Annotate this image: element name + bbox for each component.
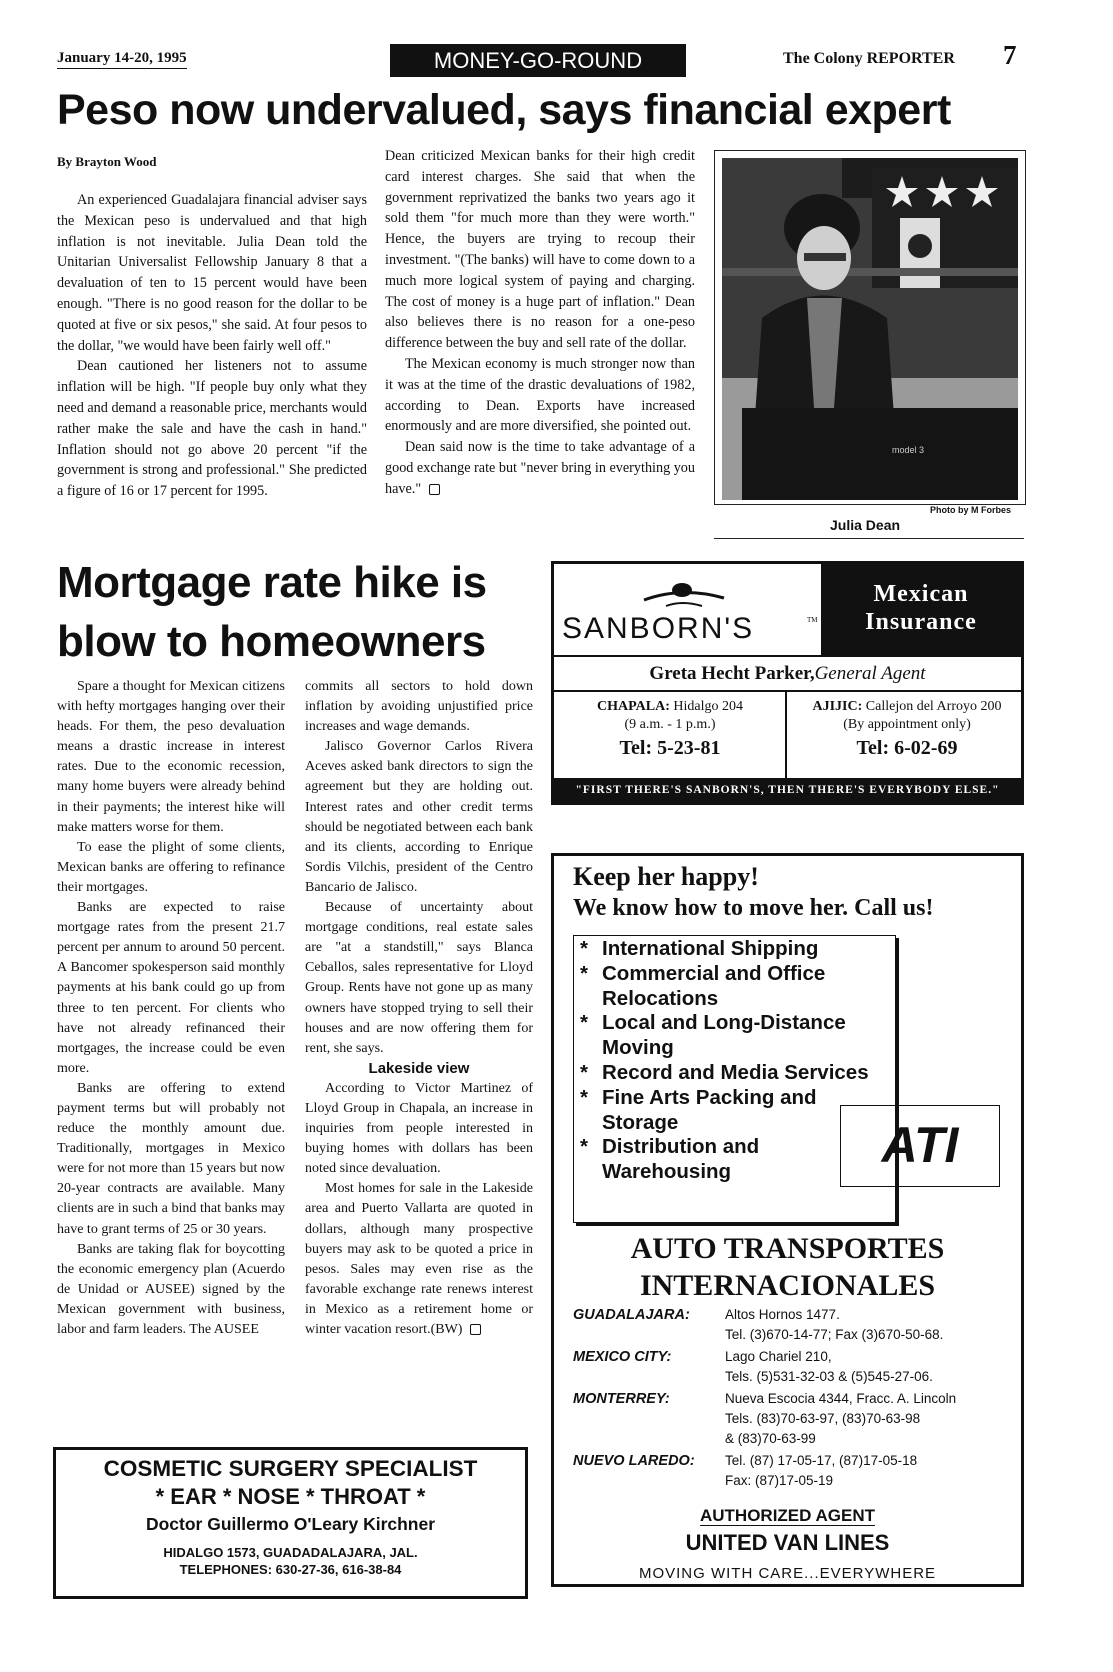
office-line: Lago Chariel 210, — [725, 1349, 832, 1364]
authorized-agent — [551, 1506, 1024, 1526]
united-van-lines: UNITED VAN LINES — [685, 1530, 890, 1555]
office-line: Altos Hornos 1477. — [725, 1307, 840, 1322]
office-city: AJIJIC: — [812, 699, 863, 714]
end-mark-icon — [470, 1324, 481, 1335]
lakeside-subhead: Lakeside view — [368, 1059, 470, 1077]
office-hours: (9 a.m. - 1 p.m.) — [624, 717, 716, 732]
company-line: AUTO TRANSPORTES — [630, 1232, 945, 1265]
page-number: 7 — [1003, 40, 1017, 70]
ad-telephones: TELEPHONES: 630-27-36, 616-38-84 — [179, 1562, 402, 1577]
article1-column1 — [57, 190, 367, 502]
office-line: & (83)70-63-99 — [725, 1431, 816, 1446]
sanborns-slogan: "FIRST THERE'S SANBORN'S, THEN THERE'S EVERYBODY ELSE." — [554, 778, 1021, 802]
paragraph: Banks are offering to extend payment terms but will probably not reduce the monthly amount due. Traditionally, mortgages in Mexico were for not more than 15 years but now 20-year contracts are available. Many clients are in such a bind that banks may have to grant terms of 25 or 30 years. — [57, 1080, 285, 1237]
paragraph: Banks are expected to raise mortgage rates from the present 21.7 percent per annum to around 50 percent. A Bancomer spokesperson said monthly payments at his bank could go up from three to ten percent. For clients who have not already refinanced their mortgages, the increase could be even more. — [57, 900, 285, 1076]
publication-name: The Colony REPORTER — [783, 50, 955, 67]
office-details — [725, 1389, 1013, 1449]
article1-headline: Peso now undervalued, says financial expert — [57, 86, 951, 134]
ad-line: Doctor Guillermo O'Leary Kirchner — [145, 1514, 436, 1534]
office-divider — [785, 692, 787, 778]
paragraph — [385, 437, 695, 499]
article2-column1 — [57, 677, 285, 1340]
office-hours: (By appointment only) — [843, 717, 971, 732]
office-line: Tel. (87) 17-05-17, (87)17-05-18 — [725, 1453, 918, 1468]
ati-subheadline: We know how to move her. Call us! — [573, 895, 934, 921]
article1-column2 — [385, 146, 695, 500]
service-item: * Local and Long-Distance Moving — [580, 1011, 890, 1061]
office-chapala — [560, 698, 780, 762]
office-ajijic — [793, 698, 1021, 762]
trademark-mark: TM — [807, 616, 818, 624]
caption-rule — [714, 538, 1024, 539]
ati-company-name — [551, 1230, 1024, 1304]
cosmetic-surgery-ad — [53, 1447, 528, 1599]
office-line: Tel. (3)670-14-77; Fax (3)670-50-68. — [725, 1327, 944, 1342]
section-banner: MONEY-GO-ROUND — [390, 44, 686, 77]
office-details — [725, 1451, 1013, 1491]
general-agent — [554, 655, 1021, 692]
office-city: GUADALAJARA: — [573, 1307, 690, 1323]
paragraph: Spare a thought for Mexican citizens with hefty mortgages hanging over their heads. For them, the peso devaluation means a drastic increase in interest rates. Due to the economic recession, many home buyers were already behind in their payments; the interest hike will make matters worse for them. — [57, 679, 285, 835]
paragraph: To ease the plight of some clients, Mexican banks are offering to refinance their mortgages. — [57, 839, 285, 895]
title-line: Insurance — [865, 609, 977, 635]
title-line: Mexican — [873, 581, 969, 607]
paragraph: Dean criticized Mexican banks for their high credit card interest charges. She said that when the government reprivatized the banks two years ago it sold them "for much more than they were worth." Hence, the buyers are trying to recoup their investment. "(The banks) will have to come down to a much more logical system of paying and charging. The cost of money is a huge part of inflation." Dean also believes there is no reason for a one-peso difference between the buy and sell rate of the dollar. — [385, 148, 695, 352]
ati-headline: Keep her happy! — [573, 862, 759, 891]
ad-address: HIDALGO 1573, GUADADALAJARA, JAL. — [163, 1545, 418, 1560]
paragraph: commits all sectors to hold down inflation by avoiding unjustified price increases and wage demands. — [305, 679, 533, 735]
paragraph-text: Dean said now is the time to take advantage of a good exchange rate but "never bring in everything you have." — [385, 439, 695, 497]
photo-caption: Julia Dean — [830, 517, 901, 533]
article2-headline: Mortgage rate hike is blow to homeowners — [57, 558, 487, 666]
ad-line: * EAR * NOSE * THROAT * — [155, 1484, 426, 1509]
office-details — [725, 1347, 1013, 1387]
service-item: * Commercial and Office Relocations — [580, 962, 890, 1012]
paragraph: Jalisco Governor Carlos Rivera Aceves asked bank directors to sign the agreement but they are holding out. Interest rates and other credit terms should be negotiated between each bank and its clients, according to Enrique Sordis Vilchis, president of the Centro Bancario de Jalisco. — [305, 739, 533, 895]
paragraph: Dean cautioned her listeners not to assume inflation will be high. "If people buy only what they need and demand a reasonable price, merchants would rather make the sale and have the cash in hand." Inflation should not go above 20 percent "if the government is strong and professional." She predicted a figure of 16 or 17 percent for 1995. — [57, 358, 367, 500]
office-row — [573, 1389, 1013, 1449]
podium-sign-text: model 3 — [892, 445, 925, 455]
authorized-agent-text: AUTHORIZED AGENT — [699, 1506, 876, 1525]
office-row — [573, 1347, 1013, 1387]
office-city: NUEVO LAREDO: — [573, 1453, 695, 1469]
office-city: MONTERREY: — [573, 1391, 670, 1407]
company-line: INTERNACIONALES — [639, 1269, 936, 1302]
paragraph: According to Victor Martinez of Lloyd Group in Chapala, an increase in inquiries from people interested in buying homes with dollars has been noted since devaluation. — [305, 1080, 533, 1177]
paragraph: An experienced Guadalajara financial adviser says the Mexican peso is undervalued and that high inflation is not inevitable. Julia Dean told the Unitarian Universalist Fellowship January 8 that a devaluation of ten to 15 percent would have been enough. "There is no good reason for the dollar to be quoted at five or six pesos," she said. At four pesos to the dollar, "we would have been fairly well off." — [57, 192, 367, 354]
agent-title: General Agent — [814, 663, 926, 684]
office-city: CHAPALA: — [597, 699, 670, 714]
office-line: Tels. (83)70-63-97, (83)70-63-98 — [725, 1411, 921, 1426]
office-tel: Tel: 5-23-81 — [619, 737, 721, 759]
office-tel: Tel: 6-02-69 — [856, 737, 958, 759]
photo-illustration — [722, 158, 1018, 500]
office-line: Fax: (87)17-05-19 — [725, 1473, 834, 1488]
office-city: MEXICO CITY: — [573, 1349, 672, 1365]
sombrero-icon — [554, 564, 821, 614]
sanborns-logo — [554, 564, 821, 655]
mexican-insurance-title — [821, 564, 1021, 655]
ati-office-list — [573, 1305, 1013, 1493]
office-address: Hidalgo 204 — [673, 699, 743, 714]
ati-logo: ATI — [840, 1105, 1000, 1187]
office-address: Callejon del Arroyo 200 — [865, 699, 1002, 714]
service-item: * Fine Arts Packing and Storage — [580, 1086, 890, 1136]
photo-credit: Photo by M Forbes — [930, 505, 1011, 515]
service-item: * Record and Media Services — [580, 1061, 890, 1086]
paragraph — [305, 1179, 533, 1340]
issue-date: January 14-20, 1995 — [57, 50, 187, 69]
paragraph: The Mexican economy is much stronger now than it was at the time of the drastic devaluations of 1982, according to Dean. Exports have increased enormously and are more diversified, she pointed out. — [385, 355, 695, 435]
paragraph: Because of uncertainty about mortgage conditions, real estate sales are "at a standstill," says Blanca Ceballos, sales representative for Lloyd Group. Rents have not gone up as many owners have stopped trying to sell their houses and are now offering them for rent, she says. — [305, 900, 533, 1056]
paragraph-text: Most homes for sale in the Lakeside area and Puerto Vallarta are quoted in dollars, although many prospective buyers may ask to be quoted a price in pesos. Sales may even rise as the favorable exchange rate renews interest in Mexico as a retirement home or winter vacation resort.(BW) — [305, 1181, 533, 1337]
office-line: Tels. (5)531-32-03 & (5)545-27-06. — [725, 1369, 933, 1384]
service-item: * Distribution and Warehousing — [580, 1135, 890, 1185]
office-row — [573, 1305, 1013, 1345]
office-line: Nueva Escocia 4344, Fracc. A. Lincoln — [725, 1391, 957, 1406]
ad-line: COSMETIC SURGERY SPECIALIST — [103, 1456, 478, 1481]
service-item: * International Shipping — [580, 937, 890, 962]
julia-dean-photo — [722, 158, 1018, 500]
article1-byline: By Brayton Wood — [57, 154, 157, 169]
article2-column2 — [305, 677, 533, 1340]
paragraph: Banks are taking flak for boycotting the economic emergency plan (Acuerdo de Unidad or AUSEE) signed by the Mexican government with business, labor and farm leaders. The AUSEE — [57, 1241, 285, 1337]
agent-name: Greta Hecht Parker, — [649, 663, 815, 684]
office-details — [725, 1305, 1013, 1345]
end-mark-icon — [429, 484, 440, 495]
ati-motto: MOVING WITH CARE...EVERYWHERE — [638, 1565, 937, 1582]
sanborns-wordmark: SANBORN'S — [562, 612, 755, 645]
office-row — [573, 1451, 1013, 1491]
